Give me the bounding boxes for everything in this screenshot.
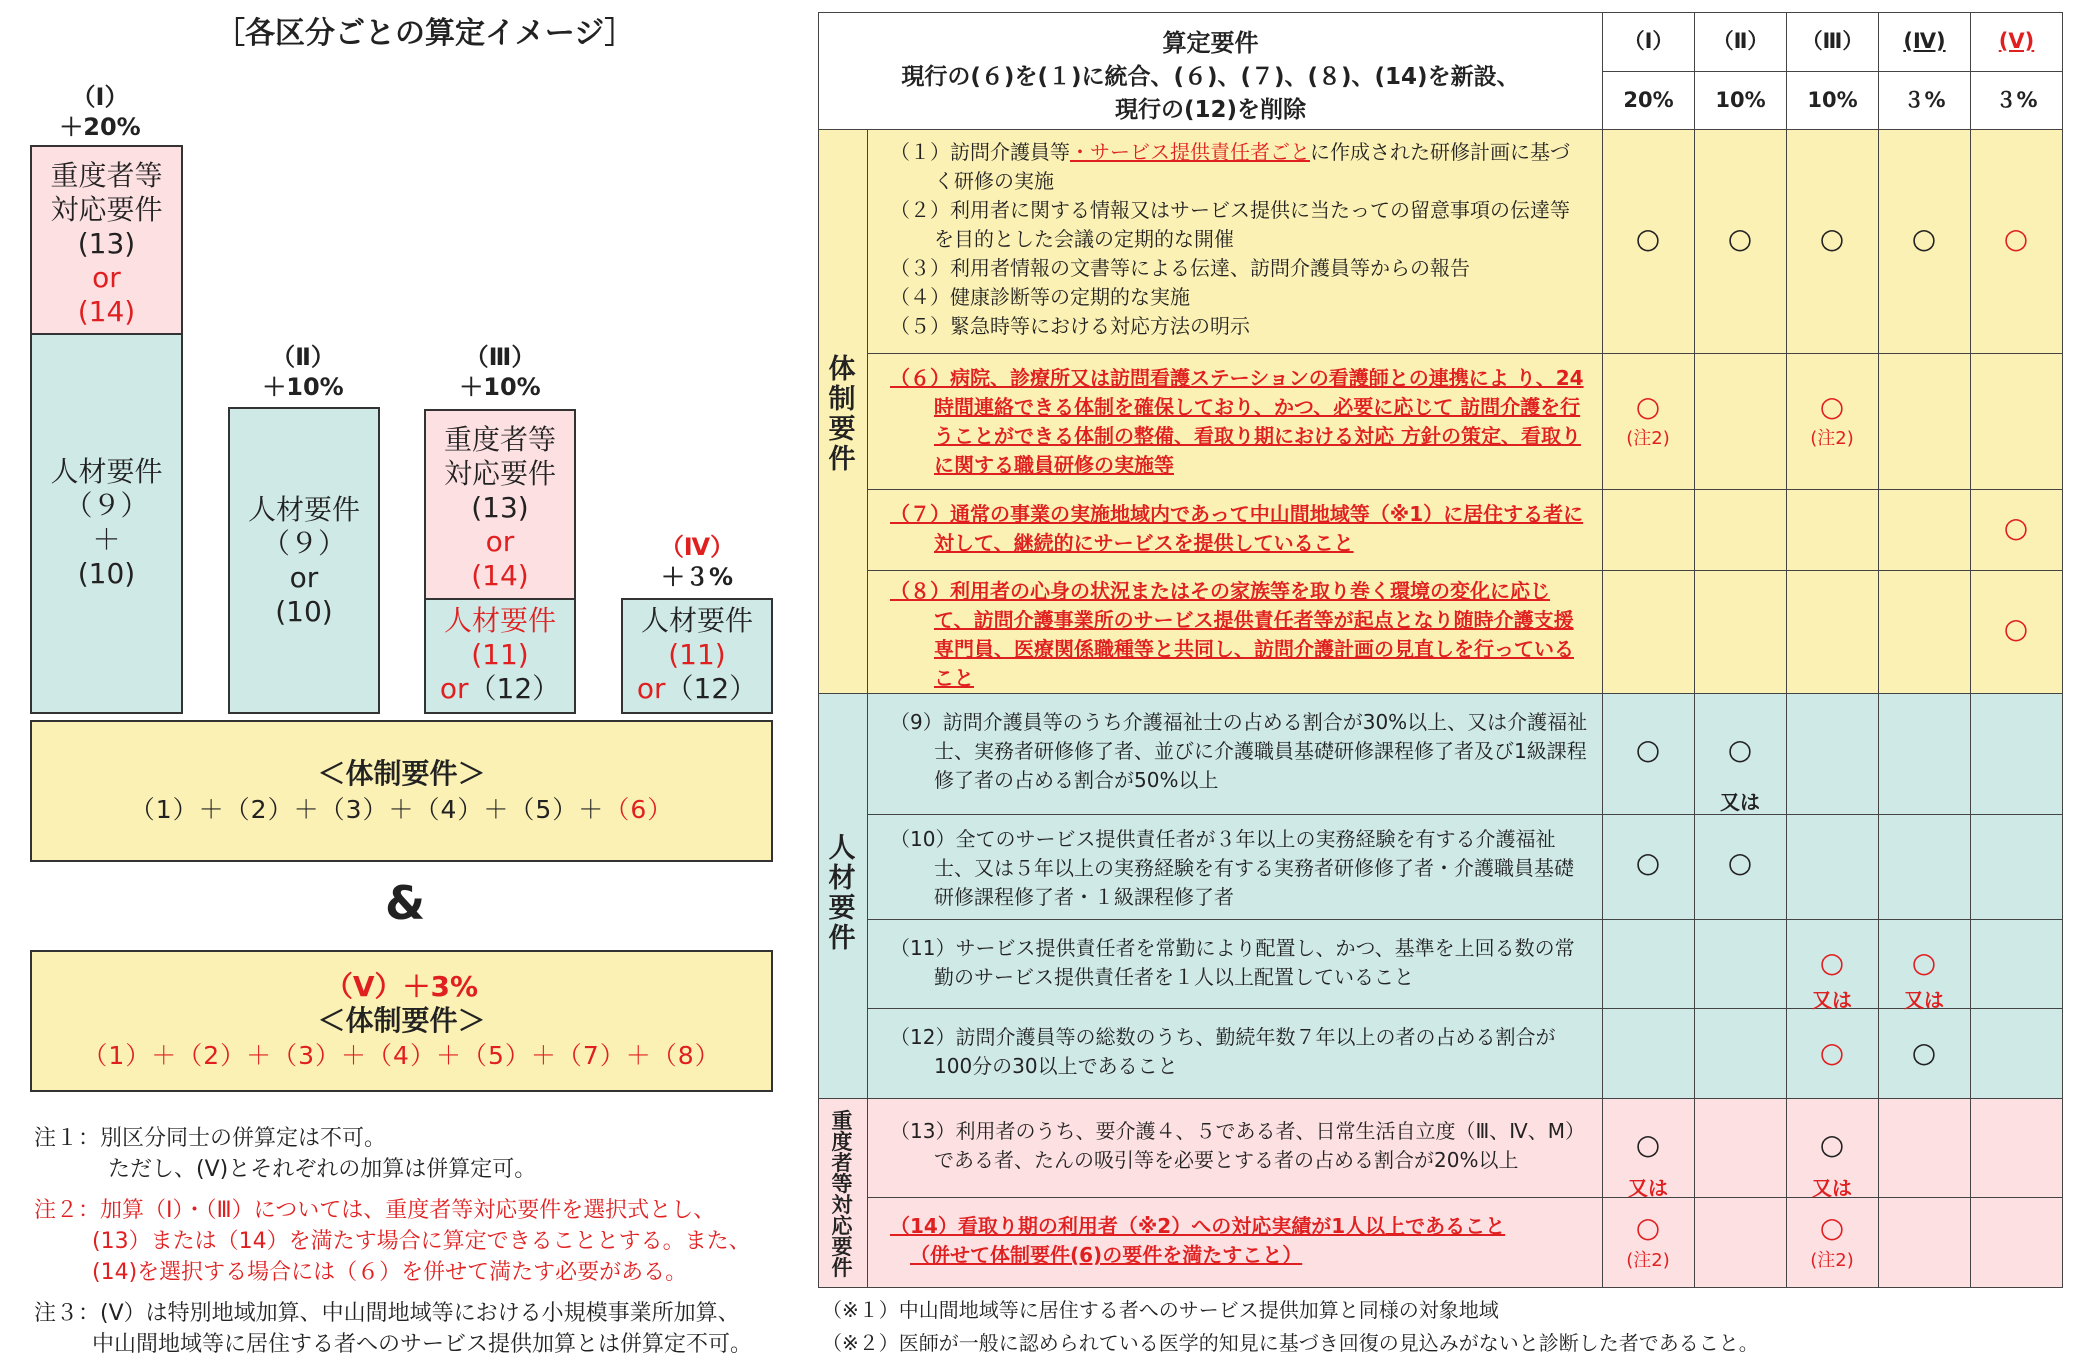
mark-cell-r2-c5: [1970, 353, 2063, 490]
req-4: （４）健康診断等の定期的な実施: [890, 285, 1190, 309]
req-13: （13）利用者のうち、要介護４、５である者、日常生活自立度（Ⅲ、Ⅳ、M）である者、たんの吸引等を必要とする者の占める割合が20%以上: [890, 1119, 1585, 1172]
mark-r1-c4: ○: [1911, 222, 1937, 255]
col3-pink-l1: 重度者等: [443, 423, 556, 456]
mark-cell-r9-c5: [1970, 1098, 2063, 1198]
col-pct-5: ３%: [1970, 71, 2063, 130]
req-12: （12）訪問介護員等の総数のうち、勤続年数７年以上の者の占める割合が100分の30以上であること: [890, 1025, 1556, 1078]
mark-r6-c3: ○: [1819, 390, 1845, 423]
mark-cell-r2-c2: [1694, 353, 1787, 490]
col1-pink-alt: (14): [77, 295, 136, 328]
req-10: （10）全てのサービス提供責任者が３年以上の実務経験を有する介護福祉士、又は５年以上の実務経験を有する実務者研修修了者・介護職員基礎研修課程修了者・１級課程修了者: [890, 827, 1574, 909]
col4-teal-box: [621, 598, 773, 714]
col2-teal-box: [228, 407, 380, 714]
mark-cell-r10-c5: [1970, 1197, 2063, 1288]
req-14b: （併せて体制要件(6)の要件を満たすこと）: [910, 1243, 1303, 1267]
req-row-1-5: [867, 129, 1603, 354]
mark-cell-r9-c2: [1694, 1098, 1787, 1198]
col-pct-1: 20%: [1602, 71, 1695, 130]
mark-cell-r8-c1: [1602, 1008, 1695, 1099]
mataha-r11-c3: 又は: [1812, 988, 1852, 1012]
col4-pct: ＋３%: [660, 563, 734, 591]
req-row-11: [867, 919, 1603, 1009]
mark-r14-c3: ○: [1819, 1211, 1845, 1244]
col1-teal-l1: 人材要件: [50, 455, 163, 488]
col4-code: （Ⅳ）: [659, 533, 735, 561]
req-row-10: [867, 814, 1603, 920]
req-row-13: [867, 1098, 1603, 1198]
col3-pct: ＋10%: [459, 373, 541, 401]
col2-pct: ＋10%: [262, 373, 344, 401]
note2-r14-c3: (注2): [1810, 1250, 1854, 1271]
taisei-box-1-formula: [32, 792, 771, 828]
mataha-r11-c4: 又は: [1904, 988, 1944, 1012]
col3-pink-l3: (13): [471, 491, 529, 524]
group-judo: [818, 1098, 868, 1288]
mark-cell-r4-c2: [1694, 570, 1787, 694]
req-3: （３）利用者情報の文書等による伝達、訪問介護員等からの報告: [890, 256, 1470, 280]
mark-cell-r3-c2: [1694, 489, 1787, 571]
col3-pink-l2: 対応要件: [443, 457, 556, 490]
mark-r9-c2: ○: [1727, 733, 1753, 766]
col3-label: [440, 342, 560, 402]
col-pct-2: 10%: [1694, 71, 1787, 130]
req-6: （６）病院、診療所又は訪問看護ステーションの看護師との連携によ り、24時間連絡できる体制を確保しており、かつ、必要に応じて 訪問介護を行うことができる体制の整備、看取り期における対応 方針の策定、看取りに関する職員研修の実施等: [890, 366, 1584, 477]
mark-cell-r5-c3: [1786, 693, 1879, 815]
table-header-title: 算定要件: [1162, 29, 1259, 57]
mark-cell-r3-c1: [1602, 489, 1695, 571]
note2-r6-c1: (注2): [1626, 428, 1670, 449]
note3-line2: 中山間地域等に居住する者へのサービス提供加算とは併算定不可。: [92, 1332, 753, 1357]
mark-r12-c3: ○: [1819, 1036, 1845, 1069]
note2-r6-c3: (注2): [1810, 428, 1854, 449]
col3-teal-l3: [426, 672, 574, 706]
col1-pct: ＋20%: [59, 113, 141, 141]
col-head-5: (Ⅴ): [1970, 12, 2063, 72]
taisei-box-1: [30, 720, 773, 862]
col4-teal-l2: (11): [668, 638, 726, 671]
req-row-14: [867, 1197, 1603, 1288]
mark-cell-r7-c5: [1970, 919, 2063, 1009]
col2-teal-l2: （９）: [261, 527, 346, 560]
req-1-c: に作成された研修計画に基づく研修の実施: [934, 140, 1570, 193]
col3-teal-l1: 人材要件: [443, 604, 556, 637]
note2-line2: (13）または（14）を満たす場合に算定できることとする。また、: [92, 1229, 751, 1254]
mark-cell-r4-c1: [1602, 570, 1695, 694]
col-head-1: （Ⅰ）: [1602, 12, 1695, 72]
note3-line1: 注３：(Ⅴ）は特別地域加算、中山間地域等における小規模事業所加算、: [34, 1301, 740, 1326]
col4-teal-l1: 人材要件: [640, 604, 753, 637]
req-11: （11）サービス提供責任者を常勤により配置し、かつ、基準を上回る数の常勤のサービス提供責任者を１人以上配置していること: [890, 936, 1575, 989]
note1-line1: 注１：別区分同士の併算定は不可。: [34, 1126, 387, 1151]
col4-teal-l3: [623, 672, 771, 706]
col1-code: （Ⅰ）: [71, 83, 129, 111]
col2-teal-l3: or: [289, 561, 319, 594]
col4-teal-or: or: [636, 672, 666, 705]
col3-pink-box: [424, 409, 576, 600]
col1-pink-l1: 重度者等: [50, 159, 163, 192]
col3-teal-or: or: [439, 672, 469, 705]
col-head-4: (Ⅳ): [1878, 12, 1971, 72]
col-head-2: （Ⅱ）: [1694, 12, 1787, 72]
mark-r1-c3: ○: [1819, 222, 1845, 255]
left-title: ［各区分ごとの算定イメージ］: [215, 16, 635, 51]
mark-r10-c2: ○: [1727, 846, 1753, 879]
mark-r7-c5: ○: [2003, 511, 2029, 544]
mark-r9-c1: ○: [1635, 733, 1661, 766]
mark-r14-c1: ○: [1635, 1211, 1661, 1244]
col-head-3: （Ⅲ）: [1786, 12, 1879, 72]
col1-pink-l3: (13): [77, 227, 136, 260]
req-row-7: [867, 489, 1603, 571]
mark-cell-r2-c4: [1878, 353, 1971, 490]
mark-r1-c1: ○: [1635, 222, 1661, 255]
col1-teal-l4: (10): [77, 557, 136, 590]
req-1-a: （１）訪問介護員等: [890, 140, 1070, 164]
mark-cell-r5-c4: [1878, 693, 1971, 815]
mark-cell-r5-c5: [1970, 693, 2063, 815]
mark-cell-r4-c4: [1878, 570, 1971, 694]
mark-r1-c2: ○: [1727, 222, 1753, 255]
mark-cell-r6-c3: [1786, 814, 1879, 920]
notes: [34, 1123, 824, 1360]
mark-cell-r4-c3: [1786, 570, 1879, 694]
mark-cell-r8-c5: [1970, 1008, 2063, 1099]
req-row-12: [867, 1008, 1603, 1099]
group-judo-label: 重度者等対応要件: [831, 1109, 853, 1280]
taisei-box-2-title-red: （Ⅴ）＋3%: [324, 970, 479, 1003]
col3-pink-or: or: [485, 525, 515, 558]
req-row-8: [867, 570, 1603, 694]
col3-pink-alt: (14): [471, 559, 529, 592]
col3-teal-l2: (11): [471, 638, 529, 671]
mark-r13-c1: ○: [1635, 1128, 1661, 1161]
req-5: （５）緊急時等における対応方法の明示: [890, 314, 1250, 338]
mark-cell-r6-c5: [1970, 814, 2063, 920]
taisei-box-2-formula: （1）＋（2）＋（3）＋（4）＋（5）＋（7）＋（8）: [82, 1041, 721, 1070]
mark-r1-c5: ○: [2003, 222, 2029, 255]
col3-teal-box: [424, 598, 576, 714]
table-header: [818, 12, 1603, 130]
taisei-box-1-formula-red: （6）: [604, 795, 674, 824]
note1-line2: ただし、(Ⅴ)とそれぞれの加算は併算定可。: [108, 1157, 537, 1182]
mataha-r13-c1: 又は: [1628, 1176, 1668, 1200]
group-taisei: [818, 129, 868, 694]
mark-cell-r9-c4: [1878, 1098, 1971, 1198]
group-jinzai-label: 人材要件: [828, 833, 856, 954]
req-7: （７）通常の事業の実施地域内であって中山間地域等（※1）に居住する者に対して、継続的にサービスを提供していること: [890, 502, 1584, 555]
col2-label: [243, 342, 363, 402]
footnote-1: （※１）中山間地域等に居住する者へのサービス提供加算と同様の対象地域: [822, 1298, 1499, 1322]
col1-teal-box: [30, 333, 183, 714]
col1-pink-box: [30, 145, 183, 335]
col2-code: （Ⅱ）: [271, 343, 335, 371]
mark-r10-c1: ○: [1635, 846, 1661, 879]
req-8: （８）利用者の心身の状況またはその家族等を取り巻く環境の変化に応じて、訪問介護事業所のサービス提供責任者等が起点となり随時介護支援専門員、医療関係職種等と共同し、訪問介護計画の見直しを行っていること: [890, 579, 1574, 690]
mataha-r9-c2: 又は: [1720, 790, 1760, 814]
mark-cell-r6-c4: [1878, 814, 1971, 920]
mark-cell-r10-c2: [1694, 1197, 1787, 1288]
mataha-r13-c3: 又は: [1812, 1176, 1852, 1200]
col4-label: [637, 532, 757, 592]
col3-code: （Ⅲ）: [464, 343, 536, 371]
mark-r13-c3: ○: [1819, 1128, 1845, 1161]
col4-teal-last: （12）: [665, 672, 758, 705]
col1-pink-l2: 対応要件: [50, 193, 163, 226]
mark-cell-r8-c2: [1694, 1008, 1787, 1099]
mark-r11-c3: ○: [1819, 946, 1845, 979]
col1-teal-l3: ＋: [92, 523, 121, 556]
req-1: [890, 138, 1588, 196]
req-2: （２）利用者に関する情報又はサービス提供に当たっての留意事項の伝達等を目的とした会議の定期的な開催: [890, 198, 1570, 251]
req-1-b: ・サービス提供責任者ごと: [1070, 140, 1310, 164]
taisei-box-2-title: ＜体制要件＞: [317, 1004, 486, 1037]
group-taisei-label: 体制要件: [828, 354, 856, 475]
table-header-sub1: 現行の(６)を(１)に統合、(６)、(７)、(８)、(14)を新設、: [901, 64, 1520, 90]
mark-r6-c1: ○: [1635, 390, 1661, 423]
col1-pink-or: or: [92, 261, 121, 294]
mark-cell-r3-c3: [1786, 489, 1879, 571]
req-row-9: [867, 693, 1603, 815]
col-pct-3: 10%: [1786, 71, 1879, 130]
col-pct-4: ３%: [1878, 71, 1971, 130]
mark-cell-r10-c4: [1878, 1197, 1971, 1288]
taisei-box-1-title: ＜体制要件＞: [317, 757, 486, 790]
note2-line1: 注２：加算（Ⅰ）・（Ⅲ）については、重度者等対応要件を選択式とし、: [34, 1198, 716, 1223]
mark-cell-r3-c4: [1878, 489, 1971, 571]
req-14a: （14）看取り期の利用者（※2）への対応実績が1人以上であること: [890, 1214, 1506, 1238]
mark-cell-r7-c1: [1602, 919, 1695, 1009]
col1-label: [40, 82, 160, 142]
note2-line3: (14)を選択する場合には（６）を併せて満たす必要がある。: [92, 1260, 688, 1285]
taisei-box-1-formula-main: （1）＋（2）＋（3）＋（4）＋（5）＋: [129, 795, 605, 824]
col2-teal-l4: (10): [275, 595, 333, 628]
taisei-box-2: [30, 950, 773, 1092]
group-jinzai: [818, 693, 868, 1099]
req-9: （9）訪問介護員等のうち介護福祉士の占める割合が30%以上、又は介護福祉士、実務者研修修了者、並びに介護職員基礎研修課程修了者及び1級課程修了者の占める割合が50%以上: [890, 710, 1588, 792]
col1-teal-l2: （９）: [64, 489, 149, 522]
footnote-2: （※２）医師が一般に認められている医学的知見に基づき回復の見込みがないと診断した者であること。: [822, 1331, 1759, 1355]
ampersand: &: [384, 876, 426, 930]
mark-cell-r7-c2: [1694, 919, 1787, 1009]
mark-r12-c4: ○: [1911, 1036, 1937, 1069]
req-row-6: [867, 353, 1603, 490]
mark-r8-c5: ○: [2003, 612, 2029, 645]
note2-r14-c1: (注2): [1626, 1250, 1670, 1271]
table-header-sub2: 現行の(12)を削除: [1114, 97, 1307, 123]
mark-r11-c4: ○: [1911, 946, 1937, 979]
col2-teal-l1: 人材要件: [247, 493, 360, 526]
col3-teal-last: （12）: [468, 672, 561, 705]
